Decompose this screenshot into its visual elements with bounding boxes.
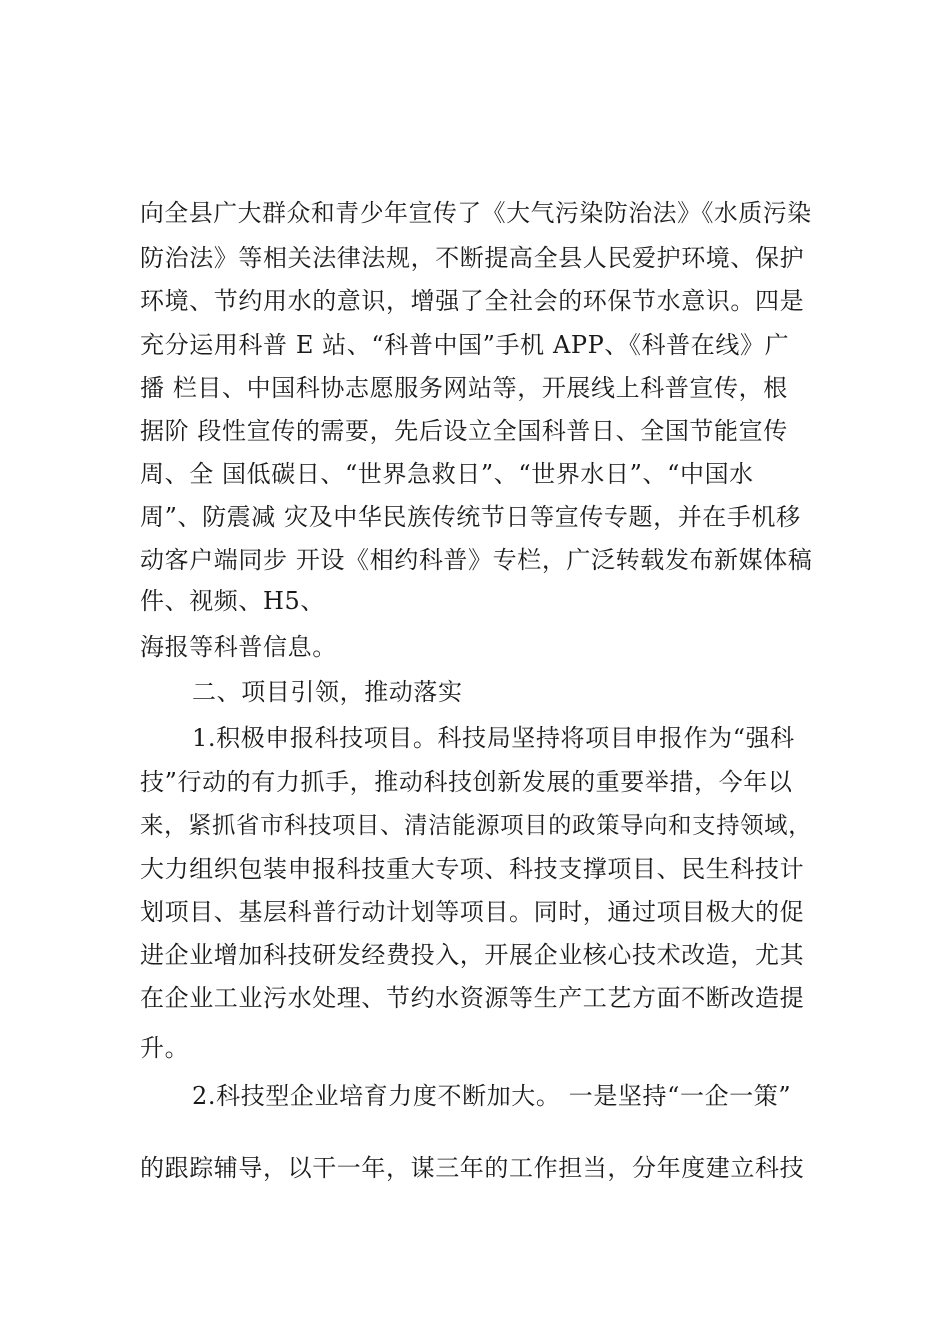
body-text-line: 周、全 国低碳日、“世界急救日”、“世界水日”、“中国水 — [140, 460, 754, 488]
body-text-line: 充分运用科普 E 站、“科普中国”手机 APP、《科普在线》广 — [140, 331, 790, 359]
body-text-line: 升。 — [140, 1034, 190, 1062]
body-text-line: 海报等科普信息。 — [140, 633, 337, 661]
paragraph-first-line: 2.科技型企业培育力度不断加大。 一是坚持“一企一策” — [192, 1082, 792, 1110]
body-text-line: 播 栏目、中国科协志愿服务网站等，开展线上科普宣传，根 — [140, 374, 788, 402]
body-text-line: 据阶 段性宣传的需要，先后设立全国科普日、全国节能宣传 — [140, 417, 788, 445]
body-text-line: 大力组织包装申报科技重大专项、科技支撑项目、民生科技计 — [140, 855, 805, 883]
section-heading: 二、项目引领，推动落实 — [192, 678, 463, 706]
body-text-line: 来，紧抓省市科技项目、清洁能源项目的政策导向和支持领域， — [140, 811, 813, 839]
body-text-line: 技”行动的有力抓手，推动科技创新发展的重要举措，今年以 — [140, 768, 793, 796]
body-text-line: 向全县广大群众和青少年宣传了《大气污染防治法》《水质污染 — [140, 199, 812, 227]
body-text-line: 件、视频、H5、 — [140, 587, 325, 615]
body-text-line: 环境、节约用水的意识，增强了全社会的环保节水意识。四是 — [140, 287, 805, 315]
body-text-line: 进企业增加科技研发经费投入，开展企业核心技术改造，尤其 — [140, 941, 805, 969]
paragraph-first-line: 1.积极申报科技项目。科技局坚持将项目申报作为“强科 — [192, 724, 795, 752]
body-text-line: 周”、防震减 灾及中华民族传统节日等宣传专题，并在手机移 — [140, 503, 801, 531]
body-text-line: 在企业工业污水处理、节约水资源等生产工艺方面不断改造提 — [140, 984, 805, 1012]
body-text-line: 的跟踪辅导，以干一年，谋三年的工作担当，分年度建立科技 — [140, 1154, 805, 1182]
body-text-line: 划项目、基层科普行动计划等项目。同时，通过项目极大的促 — [140, 898, 805, 926]
body-text-line: 动客户端同步 开设《相约科普》专栏，广泛转载发布新媒体稿 — [140, 546, 813, 574]
body-text-line: 防治法》等相关法律法规，不断提高全县人民爱护环境、保护 — [140, 244, 805, 272]
